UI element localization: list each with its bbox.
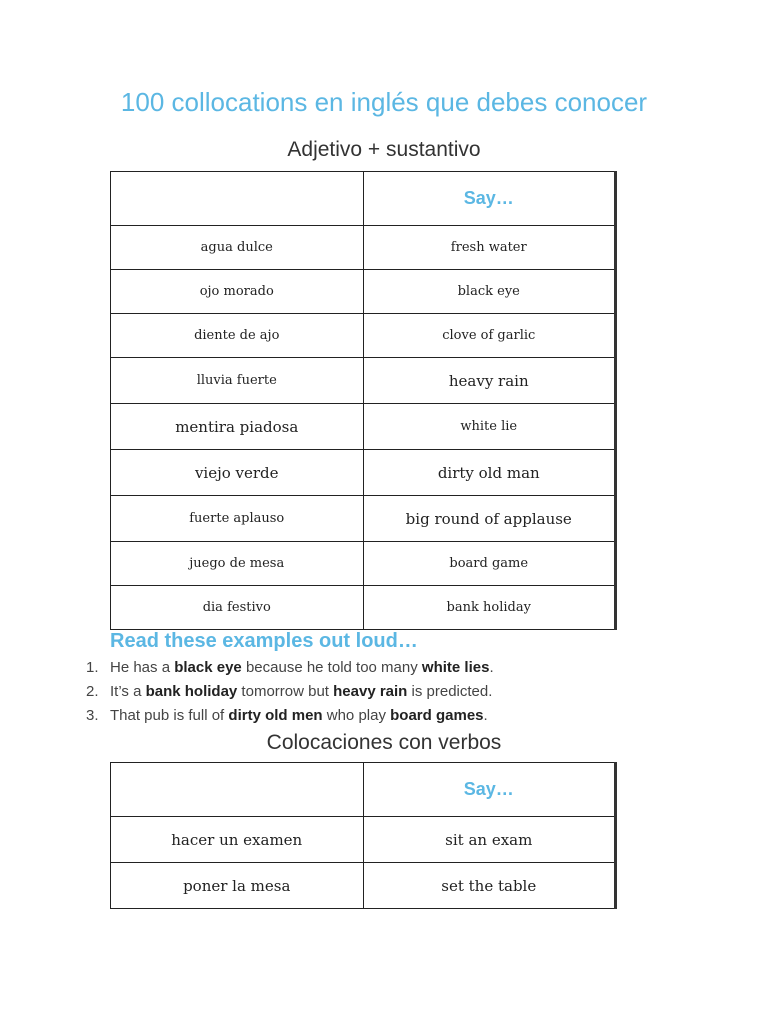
table-row — [111, 270, 616, 314]
table-row — [111, 817, 616, 863]
example-text: who play — [322, 707, 391, 724]
header-cell-spanish — [111, 763, 364, 817]
list-item — [86, 657, 494, 681]
example-text: It’s a — [110, 683, 146, 700]
example-text: . — [489, 659, 494, 676]
example-text: because he told too many — [241, 659, 422, 676]
table-row — [111, 358, 616, 404]
table-row — [111, 226, 616, 270]
example-text: tomorrow but — [237, 683, 334, 700]
cell-english: bank holiday — [363, 586, 616, 630]
examples-list — [86, 657, 494, 729]
header-cell-spanish — [111, 172, 364, 226]
table-row — [111, 314, 616, 358]
table-header-row — [111, 763, 616, 817]
section-heading-adjetivo: Adjetivo + sustantivo — [287, 138, 481, 161]
cell-english: fresh water — [363, 226, 616, 270]
table-row — [111, 450, 616, 496]
table-header-row — [111, 172, 616, 226]
list-number: 2. — [86, 683, 99, 700]
example-text: . — [483, 707, 488, 724]
table-row — [111, 863, 616, 909]
cell-english: dirty old man — [363, 450, 616, 496]
example-text: is predicted. — [407, 683, 493, 700]
example-text: That pub is full of — [110, 707, 229, 724]
cell-spanish: juego de mesa — [111, 542, 364, 586]
cell-spanish: hacer un examen — [111, 817, 364, 863]
page-title: 100 collocations en inglés que debes conocer — [120, 87, 648, 117]
example-collocation: board games — [390, 707, 484, 724]
example-text: He has a — [110, 659, 175, 676]
cell-spanish: diente de ajo — [111, 314, 364, 358]
example-collocation: black eye — [174, 659, 242, 676]
list-number: 3. — [86, 707, 99, 724]
cell-english: heavy rain — [363, 358, 616, 404]
cell-spanish: mentira piadosa — [111, 404, 364, 450]
cell-spanish: fuerte aplauso — [111, 496, 364, 542]
table-row — [111, 586, 616, 630]
cell-english: black eye — [363, 270, 616, 314]
cell-spanish: agua dulce — [111, 226, 364, 270]
header-cell-say: Say… — [363, 172, 616, 226]
cell-english: big round of applause — [363, 496, 616, 542]
cell-spanish: dia festivo — [111, 586, 364, 630]
header-cell-say: Say… — [363, 763, 616, 817]
cell-spanish: ojo morado — [111, 270, 364, 314]
collocations-table-verbos — [110, 762, 617, 909]
cell-english: board game — [363, 542, 616, 586]
list-number: 1. — [86, 659, 99, 676]
example-collocation: white lies — [421, 659, 490, 676]
section-heading-verbos: Colocaciones con verbos — [266, 731, 502, 754]
cell-english: white lie — [363, 404, 616, 450]
table-row — [111, 496, 616, 542]
list-item — [86, 681, 494, 705]
examples-heading: Read these examples out loud… — [110, 630, 418, 652]
cell-spanish: viejo verde — [111, 450, 364, 496]
cell-english: set the table — [363, 863, 616, 909]
example-collocation: bank holiday — [145, 683, 238, 700]
example-collocation: heavy rain — [333, 683, 408, 700]
cell-english: clove of garlic — [363, 314, 616, 358]
table-row — [111, 542, 616, 586]
list-item — [86, 705, 494, 729]
cell-spanish: poner la mesa — [111, 863, 364, 909]
table-row — [111, 404, 616, 450]
cell-spanish: lluvia fuerte — [111, 358, 364, 404]
example-collocation: dirty old men — [228, 707, 323, 724]
cell-english: sit an exam — [363, 817, 616, 863]
collocations-table-adjetivo — [110, 171, 617, 630]
